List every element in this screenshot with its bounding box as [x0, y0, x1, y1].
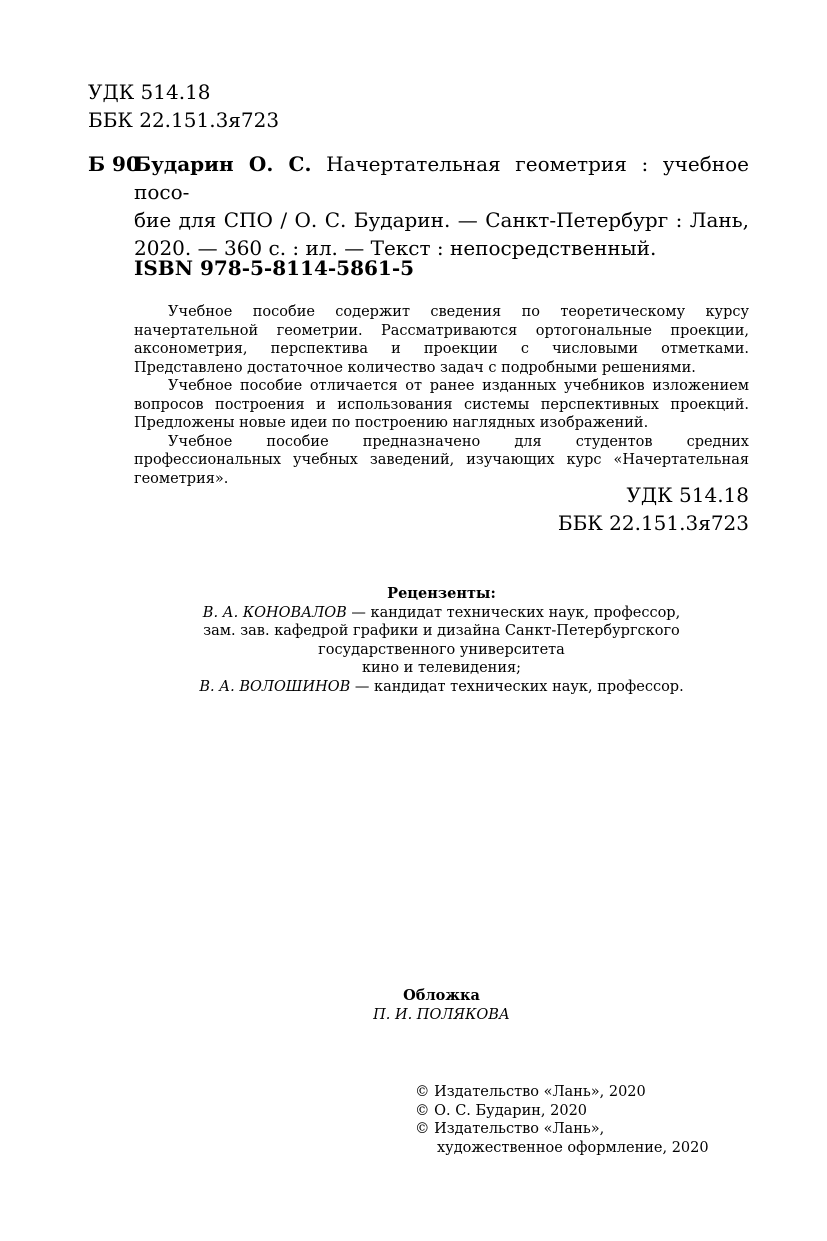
- reviewer-2-title: — кандидат технических наук, профессор.: [350, 678, 684, 695]
- abstract: [134, 303, 749, 488]
- cover-credit: [134, 987, 749, 1024]
- reviewer-1-line-4: кино и телевидения;: [361, 660, 522, 676]
- copyright-block: [415, 1083, 709, 1157]
- bottom-udk: УДК 514.18: [626, 483, 749, 507]
- abstract-paragraph-3: Учебное пособие предназначено для студентов средних профессиональных учебных заведений, изучающих курс «Начертательная геометрия».: [134, 433, 749, 487]
- author-sign: Б 90: [88, 152, 140, 176]
- abstract-paragraph-2: Учебное пособие отличается от ранее изданных учебников изложением вопросов построения и использования системы перспективных проекций. Предложены новые идеи по построению наглядных изображений.: [134, 378, 749, 431]
- entry-line-1: [134, 150, 749, 206]
- bibliographic-entry: [134, 150, 749, 262]
- reviewers: [134, 585, 749, 696]
- copyright-line-1: © Издательство «Лань», 2020: [415, 1084, 646, 1100]
- copyright-line-2: © О. С. Бударин, 2020: [415, 1102, 588, 1119]
- reviewer-1-line-2: зам. зав. кафедрой графики и дизайна Санкт-Петербургского: [203, 623, 680, 639]
- copyright-line-4: художественное оформление, 2020: [437, 1139, 709, 1156]
- isbn: ISBN 978-5-8114-5861-5: [134, 256, 415, 280]
- abstract-paragraph-1: Учебное пособие содержит сведения по теоретическому курсу начертательной геометрии. Рассматриваются ортогональные проекции, аксонометрия, перспектива и проекции с числовыми отметками. Представлено достаточное количество задач с подробными решениями.: [134, 304, 749, 376]
- bottom-codes: [558, 481, 749, 537]
- reviewer-2-name: В. А. ВОЛОШИНОВ: [199, 678, 351, 695]
- reviewer-1-title: — кандидат технических наук, профессор,: [346, 604, 681, 621]
- reviewer-1-line-1: [134, 604, 749, 623]
- top-udk: УДК 514.18: [88, 80, 211, 104]
- entry-line-2: бие для СПО / О. С. Бударин. — Санкт-Петербург : Лань,: [134, 208, 749, 232]
- bottom-bbk: ББК 22.151.3я723: [557, 511, 749, 535]
- cover-designer: П. И. ПОЛЯКОВА: [373, 1006, 510, 1023]
- top-bbk: ББК 22.151.3я723: [88, 108, 280, 132]
- reviewer-2-line-1: [134, 678, 749, 697]
- copyright-line-3: © Издательство «Лань»,: [415, 1121, 605, 1137]
- reviewer-1-name: В. А. КОНОВАЛОВ: [202, 604, 347, 621]
- entry-line-3: 2020. — 360 с. : ил. — Текст : непосредственный.: [134, 236, 657, 260]
- entry-author: Бударин О. С.: [134, 152, 312, 176]
- reviewers-heading: Рецензенты:: [387, 585, 496, 602]
- entry-title: Начертательная геометрия : учебное посо-: [134, 152, 749, 204]
- cover-heading: Обложка: [403, 987, 480, 1004]
- top-codes: [88, 78, 279, 134]
- reviewer-1-line-3: государственного университета: [318, 641, 565, 658]
